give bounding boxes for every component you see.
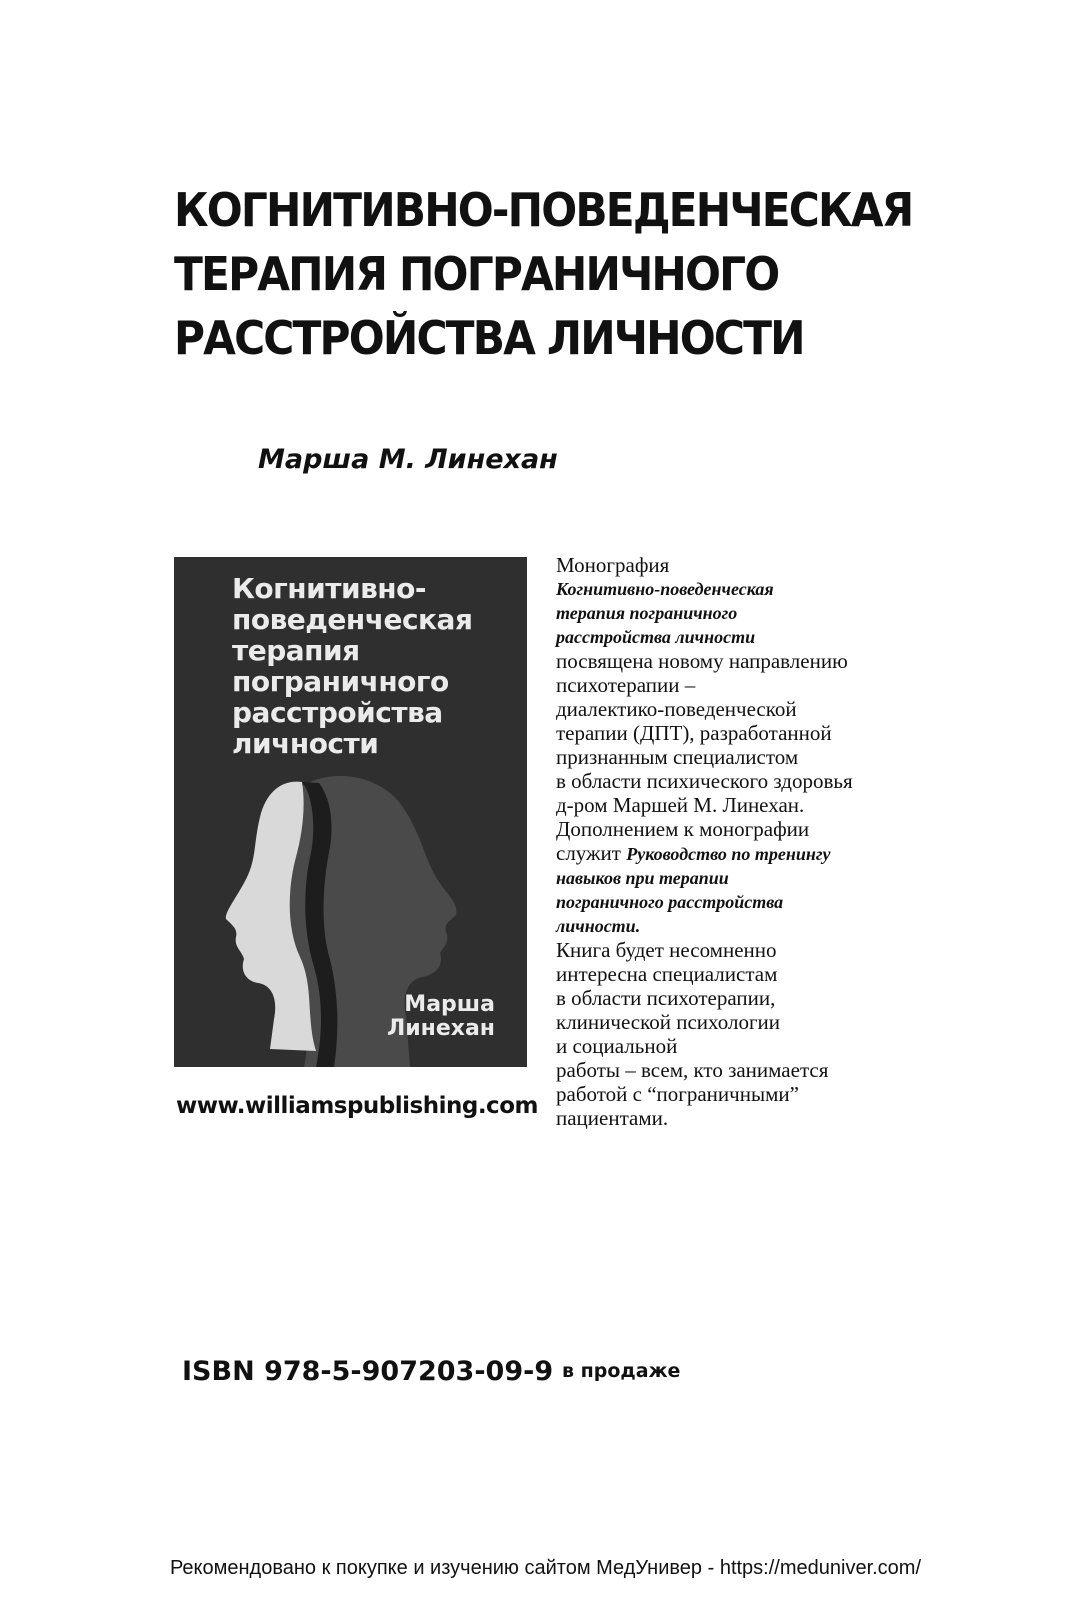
desc-text: служит xyxy=(556,841,627,865)
cover-author xyxy=(387,993,495,1041)
book-title xyxy=(174,178,913,370)
cover-title-line: поведенческая xyxy=(232,603,473,636)
cover-title-line: пограничного xyxy=(232,665,449,698)
cover-title-line: терапия xyxy=(232,634,360,667)
desc-line: интересна специалистам xyxy=(556,962,778,986)
desc-line: признанным специалистом xyxy=(556,745,799,769)
desc-line: пограничного расстройства xyxy=(556,892,784,912)
desc-line: клинической психологии xyxy=(556,1010,781,1034)
desc-line: Когнитивно-поведенческая xyxy=(556,579,774,599)
desc-line: работы – всем, кто занимается xyxy=(556,1058,829,1082)
desc-line: д-ром Маршей М. Линехан. xyxy=(556,793,805,817)
desc-line: Монография xyxy=(556,553,670,577)
desc-line: в области психотерапии, xyxy=(556,986,776,1010)
desc-line: работой с “пограничными” xyxy=(556,1082,799,1106)
desc-line: личности. xyxy=(556,916,641,936)
desc-italic-text: Руководство по тренингу xyxy=(626,844,831,864)
desc-line: навыков при терапии xyxy=(556,868,729,888)
desc-line: терапии (ДПТ), разработанной xyxy=(556,721,832,745)
isbn: ISBN 978-5-907203-09-9 xyxy=(182,1356,554,1387)
desc-line: психотерапии – xyxy=(556,673,696,697)
book-cover-image xyxy=(174,557,527,1067)
availability-label: в продаже xyxy=(562,1360,681,1382)
desc-line: Книга будет несомненно xyxy=(556,938,777,962)
desc-line: Дополнением к монографии xyxy=(556,817,810,841)
desc-line: пациентами. xyxy=(556,1106,669,1130)
cover-title-line: Когнитивно- xyxy=(232,572,426,605)
desc-line: расстройства личности xyxy=(556,627,756,647)
cover-author-line: Линехан xyxy=(386,1016,495,1041)
book-description xyxy=(556,553,896,1130)
book-title-line: РАССТРОЙСТВА ЛИЧНОСТИ xyxy=(174,311,804,365)
footer-recommendation: Рекомендовано к покупке и изучению сайтом МедУнивер - https://meduniver.com/ xyxy=(169,1557,922,1579)
desc-line: диалектико-поведенческой xyxy=(556,697,797,721)
book-title-line: ТЕРАПИЯ ПОГРАНИЧНОГО xyxy=(174,247,779,301)
publisher-website: www.williamspublishing.com xyxy=(176,1093,538,1119)
cover-author-line: Марша xyxy=(404,992,495,1017)
desc-line: и социальной xyxy=(556,1034,678,1058)
book-author: Марша М. Линехан xyxy=(258,444,558,475)
book-title-line: КОГНИТИВНО-ПОВЕДЕНЧЕСКАЯ xyxy=(174,183,913,237)
desc-line: терапия пограничного xyxy=(556,603,738,623)
desc-line xyxy=(556,841,896,866)
cover-title xyxy=(232,573,522,759)
desc-line: посвящена новому направлению xyxy=(556,649,848,673)
desc-line: в области психического здоровья xyxy=(556,769,853,793)
cover-title-line: расстройства xyxy=(232,696,443,729)
cover-title-line: личности xyxy=(232,727,379,760)
